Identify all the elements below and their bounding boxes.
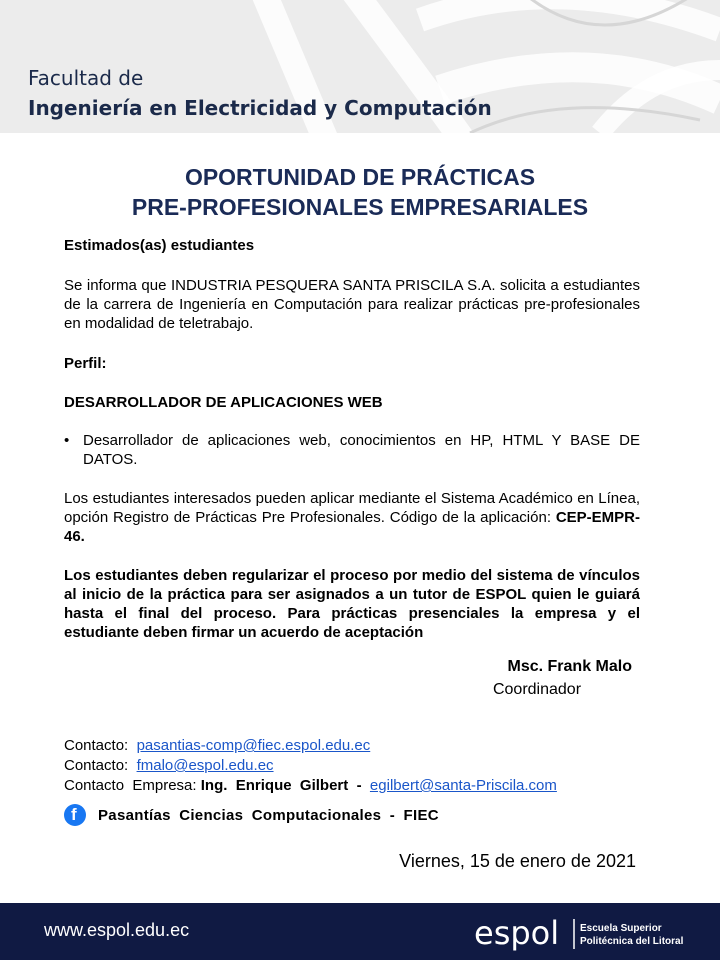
title-line-1: OPORTUNIDAD DE PRÁCTICAS bbox=[184, 164, 536, 190]
apply-text: Los estudiantes interesados pueden aplicar mediante el Sistema Académico en Línea, opción Registro de Prácticas Pre Profesionales. Código de la aplicación: bbox=[64, 490, 640, 526]
page-title bbox=[0, 162, 720, 222]
contact-email-link[interactable]: fmalo@espol.edu.ec bbox=[136, 757, 274, 774]
contact-row-2 bbox=[64, 756, 274, 775]
apply-paragraph bbox=[64, 489, 640, 546]
profile-label: Perfil: bbox=[64, 355, 107, 372]
contact-row-1 bbox=[64, 736, 370, 755]
intro-paragraph: Se informa que INDUSTRIA PESQUERA SANTA PRISCILA S.A. solicita a estudiantes de la carrera de Ingeniería en Computación para realizar prácticas pre-profesionales en modalidad de teletrabajo. bbox=[64, 277, 640, 332]
contact-email-link[interactable]: pasantias-comp@fiec.espol.edu.ec bbox=[136, 737, 371, 754]
greeting: Estimados(as) estudiantes bbox=[64, 237, 255, 254]
bullet-icon: • bbox=[64, 432, 70, 449]
apply-code: CEP-EMPR-46. bbox=[64, 509, 640, 545]
footer-bar bbox=[0, 903, 720, 960]
signature-title: Coordinador bbox=[492, 681, 582, 698]
requirement-text: Desarrollador de aplicaciones web, conocimientos en HP, HTML Y BASE DE DATOS. bbox=[83, 432, 640, 468]
faculty-name: Ingeniería en Electricidad y Computación bbox=[28, 96, 492, 120]
company-email-link[interactable]: egilbert@santa-Priscila.com bbox=[369, 777, 557, 794]
company-contact-label: Contacto Empresa: bbox=[64, 777, 197, 794]
notice-paragraph: Los estudiantes deben regularizar el proceso por medio del sistema de vínculos al inicio de la práctica para ser asignados a un tutor de ESPOL quien le guiará hasta el final del proceso. Para prácticas presenciales la empresa y el estudiante deben firmar un acuerdo de aceptación bbox=[64, 567, 640, 641]
signature-name: Msc. Frank Malo bbox=[507, 658, 632, 675]
facebook-icon bbox=[64, 804, 86, 826]
role-heading: DESARROLLADOR DE APLICACIONES WEB bbox=[64, 394, 383, 411]
facebook-link[interactable] bbox=[64, 803, 439, 827]
facebook-icon-letter: f bbox=[71, 805, 77, 824]
company-contact-name: Ing. Enrique Gilbert - bbox=[200, 777, 362, 794]
contact-label: Contacto: bbox=[64, 737, 129, 754]
header-banner bbox=[0, 0, 720, 133]
logo-subtitle-2: Politécnica del Litoral bbox=[580, 936, 684, 947]
contact-row-3 bbox=[64, 776, 557, 795]
espol-logo bbox=[474, 913, 704, 953]
website-link[interactable]: www.espol.edu.ec bbox=[44, 920, 190, 940]
logo-wordmark: espol bbox=[474, 914, 560, 952]
logo-subtitle-1: Escuela Superior bbox=[580, 923, 662, 934]
contact-label: Contacto: bbox=[64, 757, 129, 774]
title-line-2: PRE-PROFESIONALES EMPRESARIALES bbox=[131, 194, 589, 220]
requirements-list-item bbox=[64, 431, 640, 469]
facebook-label: Pasantías Ciencias Computacionales - FIEC bbox=[98, 806, 439, 824]
date: Viernes, 15 de enero de 2021 bbox=[399, 851, 636, 871]
faculty-label: Facultad de bbox=[28, 66, 144, 90]
